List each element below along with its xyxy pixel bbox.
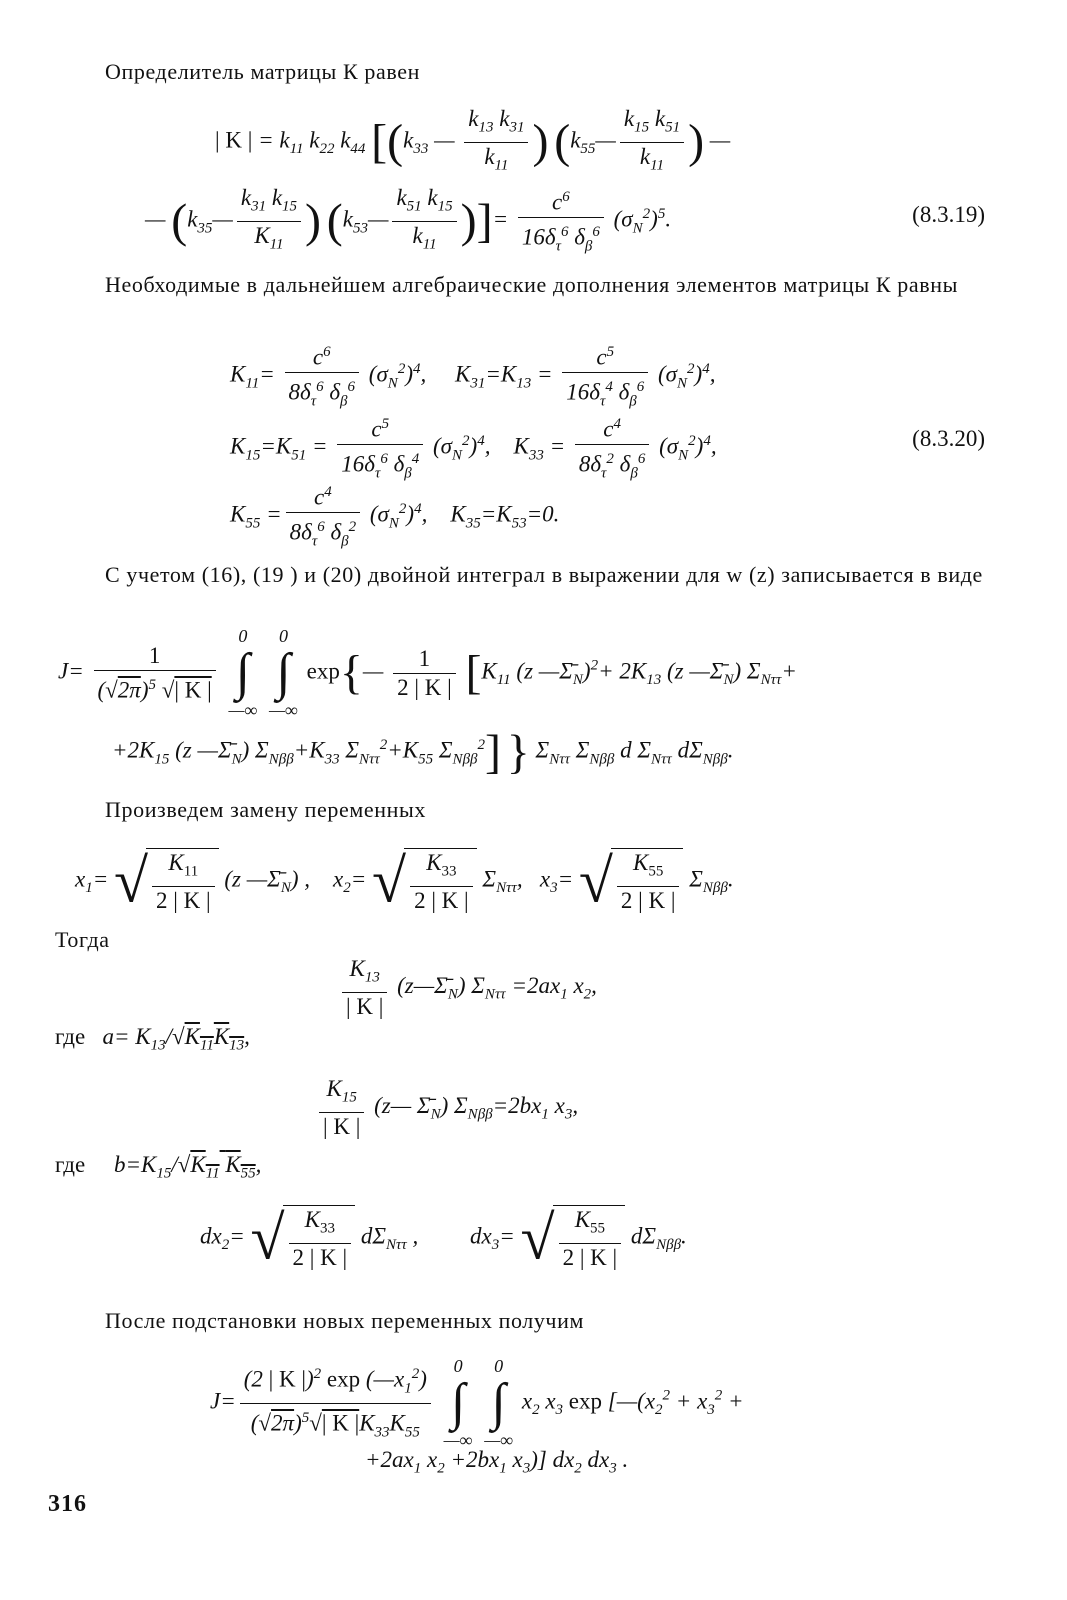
equation-number-8-3-19: (8.3.19) — [912, 202, 985, 227]
paragraph-then: Тогда — [55, 927, 110, 952]
paragraph-after-substitution: После подстановки новых переменных получим — [105, 1308, 584, 1333]
equation-definition-a: где $a= K_{13}/√K_{11}K_{13}$, — [55, 1024, 250, 1054]
equation-8-3-19-line1: | K | = $k_{11}$ $k_{22}$ $k_{44}$ [($k_{33}$ — $\frac{k_{13} k_{31}}{k_{11}}$ ) ($k_{55}—$ $\frac{k_{15} k_{51}}{k_{11}}$ ) — — [215, 106, 731, 174]
paragraph-double-integral-intro: С учетом (16), (19 ) и (20) двойной интеграл в выражении для w (z) записывается в виде — [105, 562, 983, 587]
equation-8-3-20-line1: $K_{11}=$ $\frac{c^6}{8\delta_\tau^6 \delta_\beta^6}$ $(\sigma_N^2)^4$, $K_{31}=K_{13}$ = $\frac{c^5}{16\delta_\tau^4 \delta_\beta^6}$ $(\sigma_N^2)^4$, — [230, 338, 715, 415]
page-number: 316 — [48, 1491, 87, 1517]
equation-8-3-19-line2: — ($k_{35}—$ $\frac{k_{31} k_{15}}{K_{11}}$ ) ($k_{53}—$ $\frac{k_{51} k_{15}}{k_{11}}$ )]= $\frac{c^6}{16\delta_\tau^6 \delta_\beta^6}$ $(\sigma_N^2)^5$. — [145, 183, 671, 260]
equation-8-3-20-line2: $K_{15}=K_{51}$ = $\frac{c^5}{16\delta_\tau^6 \delta_\beta^4}$ $(\sigma_N^2)^4$, $K_{33}$ = $\frac{c^4}{8\delta_\tau^2 \delta_\beta^6}$ $(\sigma_N^2)^4$, — [230, 410, 717, 487]
paragraph-cofactors-intro: Необходимые в дальнейшем алгебраические дополнения элементов матрицы К равны — [105, 272, 958, 297]
paragraph-change-of-variables: Произведем замену переменных — [105, 797, 426, 822]
equation-substitution-x: $x_1=$ √ $\frac{K_{11}}{2 | K |}$ (z $—\Sigmā_N$) , $x_2=$ √ $\frac{K_{33}}{2 | K |}$ $\Sigma_{N\tau\tau}$, $x_3=$ √ $\frac{K_{55}}{2 | K |}$ $\Sigma_{N\beta\beta}$. — [75, 847, 734, 916]
equation-final-j-line1: J= $\frac{(2 | K |)^2 \exp (—x_1^2)}{(√2\pi)^5√| K |K_{33}K_{55}}$ 0 ∫ —∞ 0 ∫ —∞ $x_2$ $x_3$ $\exp [—(x_2^2 + x_3^2$ + — [210, 1356, 744, 1450]
paragraph-determinant-intro: Определитель матрицы К равен — [105, 59, 420, 84]
word-where: где — [55, 1152, 86, 1177]
word-where: где — [55, 1024, 86, 1049]
equation-definition-b: где $b=K_{15}/√K_{11}$ $K_{55}$, — [55, 1152, 262, 1182]
equation-integral-j-line2: $+2K_{15}$ (z $—\Sigmā_N$) $\Sigma_{N\beta\beta}+K_{33}$ $\Sigma_{N\tau\tau}^2+K_{55}$ $\Sigma_{N\beta\beta}^2$] } $\Sigma_{N\tau\tau}$ $\Sigma_{N\beta\beta}$ d $\Sigma_{N\tau\tau}$ $d\Sigma_{N\beta\beta}$. — [112, 725, 734, 779]
equation-8-3-20-line3: $K_{55}$ = $\frac{c^4}{8\delta_\tau^6 \delta_\beta^2}$ $(\sigma_N^2)^4$, $K_{35}=K_{53}=0$. — [230, 478, 559, 555]
equation-differentials: $dx_2=$ √ $\frac{K_{33}}{2 | K |}$ $d\Sigma_{N\tau\tau}$ , $dx_3=$ √ $\frac{K_{55}}{2 | K |}$ $d\Sigma_{N\beta\beta}$. — [200, 1204, 687, 1273]
equation-integral-j-line1: J= $\frac{1}{(√2\pi)^5 √| K |}$ 0 ∫ —∞ 0 ∫ —∞ exp{— $\frac{1}{2 | K |}$ [$K_{11}$ (z $—\Sigmā_N)^2+ 2K_{13}$ (z $—\Sigmā_N$) $\Sigma_{N\tau\tau}+$ — [58, 626, 797, 720]
equation-final-j-line2: $+2ax_1$ $x_2 +2bx_1$ $x_3$)] $dx_2$ $dx_3$ . — [365, 1447, 629, 1477]
equation-k13-product: $\frac{K_{13}}{| K |}$ $(z—\Sigmā_N)$ $\Sigma_{N\tau\tau} =2ax_1$ $x_2$, — [338, 955, 597, 1021]
equation-number-8-3-20: (8.3.20) — [912, 426, 985, 451]
equation-k15-product: $\frac{K_{15}}{| K |}$ (z— $\Sigmā_N$) $\Sigma_{N\beta\beta}=2bx_1$ $x_3$, — [315, 1075, 578, 1141]
